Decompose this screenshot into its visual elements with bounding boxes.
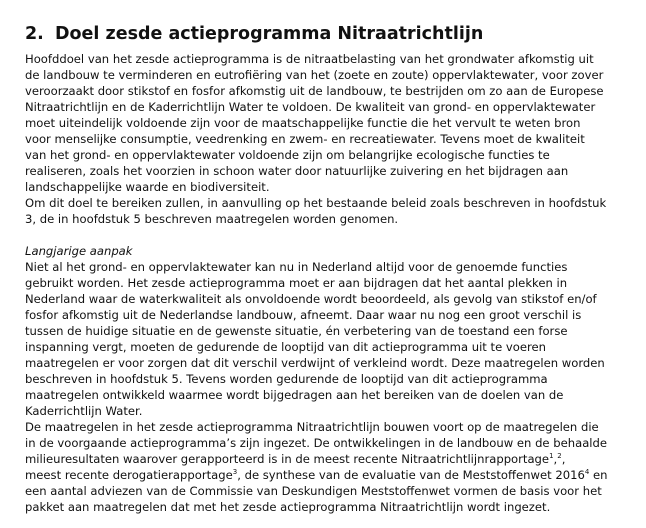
text-line: Om dit doel te bereiken zullen, in aanvulling op het bestaande beleid zoals beschreven in hoofdstuk <box>25 196 607 210</box>
paragraph-long-term-approach <box>25 259 630 515</box>
text-line: realiseren, zoals het voorzien in schoon water door natuurlijke zuivering en het bijdragen aan <box>25 164 569 178</box>
text-line: Niet al het grond- en oppervlaktewater kan nu in Nederland altijd voor de genoemde functies <box>25 260 568 274</box>
text-line: landschappelijke waarde en biodiversiteit. <box>25 180 270 194</box>
footnote-ref-1[interactable]: 1 <box>549 452 554 460</box>
footnote-ref-3[interactable]: 3 <box>232 468 238 476</box>
text-line: de landbouw te verminderen en eutrofiëring van het (zoete en zoute) oppervlaktewater, voor zover <box>25 68 604 82</box>
text-line: maatregelen ontwikkeld waarmee wordt bijgedragen aan het bereiken van de doelen van de <box>25 388 564 402</box>
text-line: voor menselijke consumptie, veedrenking en zwem- en recreatiewater. Tevens moet de kwaliteit <box>25 132 585 146</box>
text-line: in de voorgaande actieprogramma’s zijn ingezet. De ontwikkelingen in de landbouw en de behaalde <box>25 436 608 450</box>
text-line: inspanning vergt, moeten de gedurende de looptijd van dit actieprogramma uit te voeren <box>25 340 546 354</box>
text-line: moet uiteindelijk voldoende zijn voor de maatschappelijke functie die het vervult te weten bron <box>25 116 581 130</box>
text-fragment: en <box>589 468 608 482</box>
text-line: Nitraatrichtlijn en de Kaderrichtlijn Water te voldoen. De kwaliteit van grond- en oppervlaktewater <box>25 100 596 114</box>
text-line: gebruikt worden. Het zesde actieprogramma moet er aan bijdragen dat het aantal plekken in <box>25 276 568 290</box>
text-line: fosfor afkomstig uit de Nederlandse landbouw, afneemt. Daar waar nu nog een groot verschil is <box>25 308 582 322</box>
section-heading <box>25 22 626 46</box>
text-line: Nederland waar de waterkwaliteit als onvoldoende wordt beoordeeld, als gevolg van stikstof en/of <box>25 292 597 306</box>
text-line: pakket aan maatregelen dat met het zesde actieprogramma Nitraatrichtlijn wordt ingezet. <box>25 500 551 514</box>
text-fragment: , <box>553 452 558 466</box>
text-line: De maatregelen in het zesde actieprogramma Nitraatrichtlijn bouwen voort op de maatregelen die <box>25 420 599 434</box>
text-line: maatregelen er voor zorgen dat dit verschil verdwijnt of verkleind wordt. Deze maatregelen worden <box>25 356 605 370</box>
paragraph-spacer <box>25 227 630 243</box>
text-fragment: meest recente derogatierapportage <box>25 468 233 482</box>
section-body <box>25 51 630 515</box>
text-line: Hoofddoel van het zesde actieprogramma is de nitraatbelasting van het grondwater afkomstig uit <box>25 52 594 66</box>
text-line-with-footnotes <box>25 451 630 467</box>
text-line: 3, de in hoofdstuk 5 beschreven maatregelen worden genomen. <box>25 212 399 226</box>
text-line: veroorzaakt door stikstof en fosfor afkomstig uit de landbouw, te bestrijden om zo aan de Europese <box>25 84 604 98</box>
footnote-ref-2[interactable]: 2 <box>557 452 562 460</box>
text-fragment: milieuresultaten waarover gerapporteerd is in de meest recente Nitraatrichtlijnrapportage <box>25 452 550 466</box>
text-line: een aantal adviezen van de Commissie van Deskundigen Meststoffenwet vormen de basis voor het <box>25 484 602 498</box>
text-line: van het grond- en oppervlaktewater voldoende zijn om belangrijke ecologische functies te <box>25 148 550 162</box>
text-line: beschreven in hoofdstuk 5. Tevens worden gedurende de looptijd van dit actieprogramma <box>25 372 548 386</box>
text-fragment: , de synthese van de evaluatie van de Meststoffenwet 2016 <box>237 468 585 482</box>
subheading-langjarige-aanpak: Langjarige aanpak <box>25 244 133 258</box>
text-line: tussen de huidige situatie en de gewenste situatie, én verbetering van de toestand een forse <box>25 324 568 338</box>
section-title: Doel zesde actieprogramma Nitraatrichtlijn <box>55 24 484 44</box>
text-line-with-footnotes <box>25 467 630 483</box>
text-line: Kaderrichtlijn Water. <box>25 404 143 418</box>
footnote-ref-4[interactable]: 4 <box>584 468 590 476</box>
paragraph-main-goal <box>25 51 630 227</box>
section-number: 2. <box>25 24 44 44</box>
text-fragment: , <box>561 452 566 466</box>
